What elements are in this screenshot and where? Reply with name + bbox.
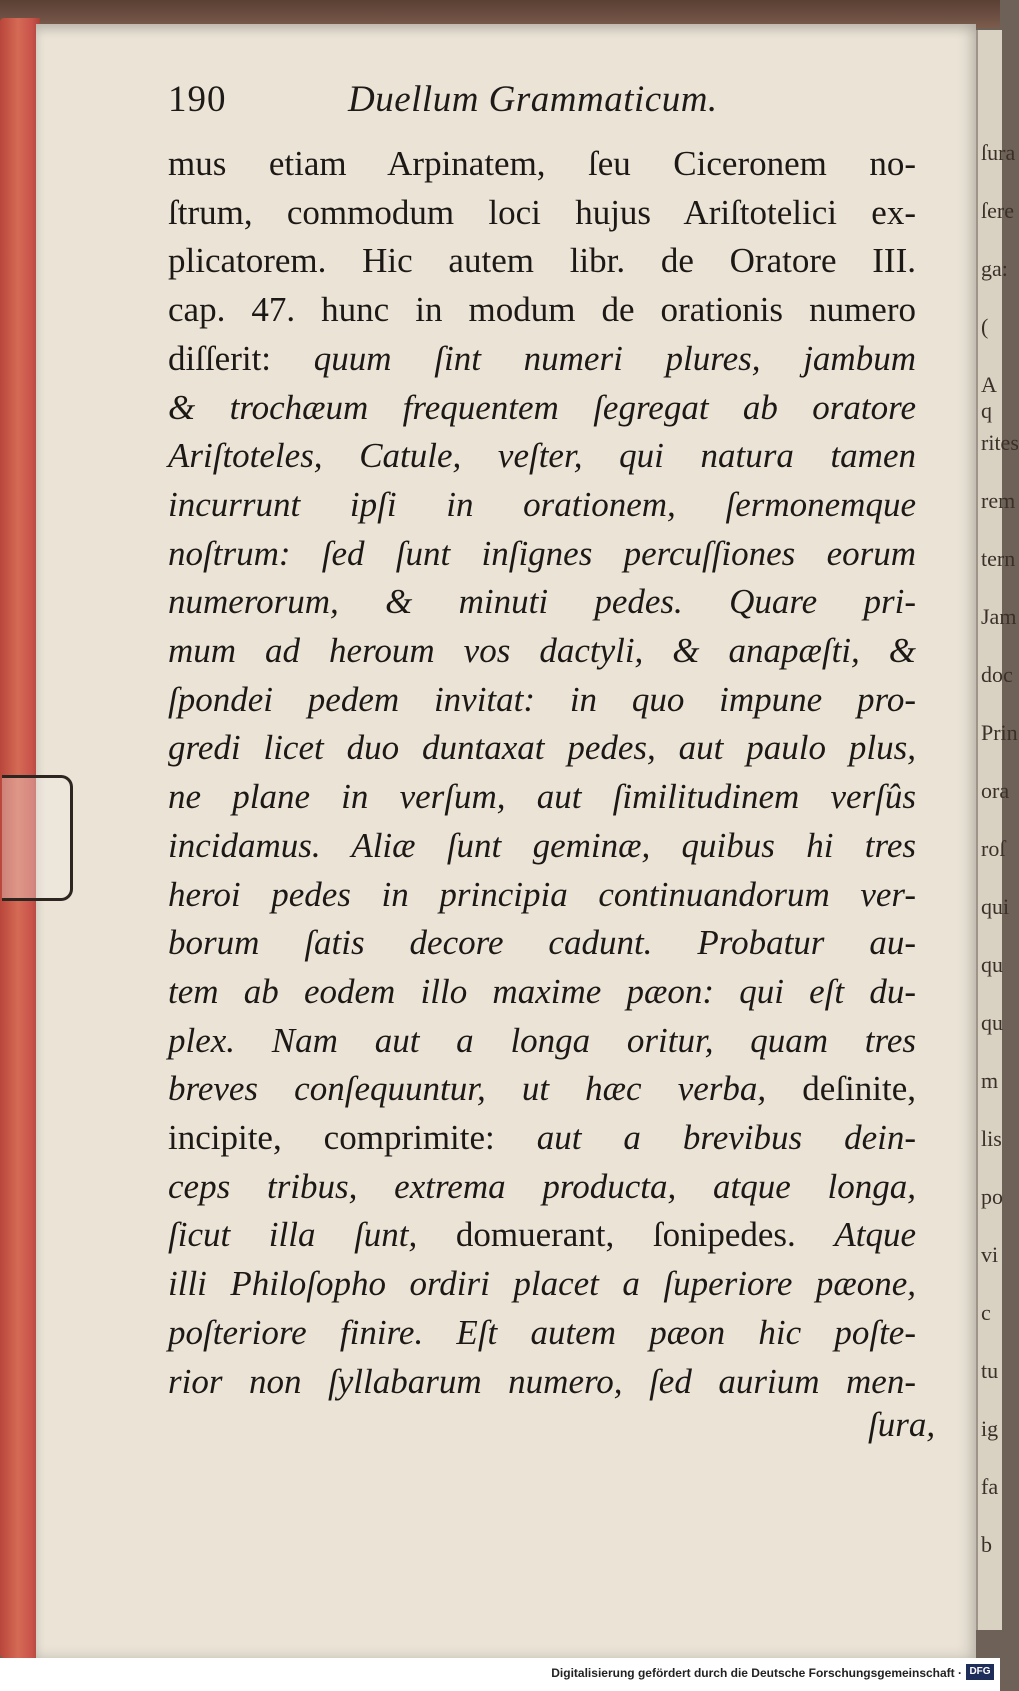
italic-text: ne plane in verſum, aut ſimilitudinem verſûs (168, 777, 916, 817)
margin-fragment: doc (981, 662, 1013, 687)
margin-fragment: qu (981, 952, 1003, 977)
margin-fragment: ga: (981, 256, 1008, 281)
roman-text: mus etiam Arpinatem, ſeu Ciceronem no- (168, 144, 916, 183)
margin-fragment: m (981, 1068, 999, 1093)
catchword: ſura, (868, 1405, 936, 1444)
text-line (168, 822, 916, 871)
text-line (168, 286, 916, 335)
margin-fragment: qu (981, 1010, 1003, 1035)
italic-text: ceps tribus, extrema producta, atque longa, (168, 1166, 916, 1206)
roman-text: incipite, comprimite: (168, 1118, 537, 1158)
roman-text: domuerant, ſonipedes. (455, 1215, 835, 1255)
margin-fragment: vi (981, 1242, 999, 1267)
text-line (168, 1065, 916, 1114)
italic-text: quum ſint numeri plures, jambum (313, 338, 916, 378)
text-line (168, 189, 916, 238)
margin-fragment: b (981, 1532, 992, 1557)
text-line (168, 919, 916, 968)
text-line (168, 384, 916, 433)
italic-text: numerorum, & minuti pedes. Quare pri- (168, 582, 916, 622)
italic-text: incidamus. Aliæ ſunt geminæ, quibus hi tres (168, 825, 916, 865)
text-line (168, 1260, 916, 1309)
margin-fragment: c (981, 1300, 991, 1325)
italic-text: noſtrum: ſed ſunt inſignes percuſſiones eorum (168, 533, 916, 573)
margin-fragment: ora (981, 778, 1010, 803)
text-line (168, 1017, 916, 1066)
margin-fragment: Jam (981, 604, 1017, 629)
margin-fragment: ( (981, 314, 989, 339)
margin-fragment: ſere (981, 198, 1014, 223)
margin-fragment: Prin (981, 720, 1018, 745)
text-line (168, 1211, 916, 1260)
text-line (168, 432, 916, 481)
text-line (168, 627, 916, 676)
page-clip (2, 775, 73, 901)
italic-text: heroi pedes in principia continuandorum ver- (168, 874, 916, 914)
text-line (168, 773, 916, 822)
running-title: Duellum Grammaticum. (348, 79, 718, 120)
text-line (168, 481, 916, 530)
margin-fragment: roſ (981, 836, 1006, 861)
text-line (168, 968, 916, 1017)
margin-fragment: A q (981, 372, 996, 423)
text-line (168, 578, 916, 627)
margin-fragment: fa (981, 1474, 999, 1499)
text-line (168, 1358, 916, 1407)
text-line (168, 530, 916, 579)
roman-text: ſtrum, commodum loci hujus Ariſtotelici ex- (168, 192, 916, 232)
roman-text: plicatorem. Hic autem libr. de Oratore III. (168, 241, 916, 281)
body-text (168, 140, 916, 1406)
margin-fragment: qui (981, 894, 1010, 919)
dfg-logo: DFG (966, 1664, 994, 1680)
text-line (168, 1114, 916, 1163)
text-line (168, 237, 916, 286)
italic-text: ſpondei pedem invitat: in quo impune pro- (168, 679, 916, 719)
italic-text: Atque (834, 1215, 916, 1255)
text-line (168, 140, 916, 189)
italic-text: ſicut illa ſunt, (168, 1215, 456, 1255)
text-line (168, 1163, 916, 1212)
text-line (168, 1309, 916, 1358)
margin-fragment: tern (981, 546, 1016, 571)
italic-text: & trochæum frequentem ſegregat ab oratore (168, 387, 916, 427)
margin-fragment: rem (981, 488, 1016, 513)
margin-fragment: po (981, 1184, 1003, 1209)
margin-fragment: tu (981, 1358, 999, 1383)
italic-text: mum ad heroum vos dactyli, & anapæſti, & (168, 631, 916, 671)
margin-fragment: ſura (981, 140, 1016, 165)
italic-text: Ariſtoteles, Catule, veſter, qui natura tamen (168, 436, 916, 476)
page-header (168, 78, 928, 128)
italic-text: rior non ſyllabarum numero, ſed aurium men- (168, 1361, 916, 1401)
roman-text: diſſerit: (168, 338, 314, 378)
footer-credit: Digitalisierung gefördert durch die Deutsche Forschungsgemeinschaft · (551, 1666, 962, 1680)
italic-text: borum ſatis decore cadunt. Probatur au- (168, 923, 916, 963)
page-number: 190 (168, 79, 227, 120)
italic-text: poſteriore finire. Eſt autem pæon hic poſte- (168, 1312, 916, 1352)
italic-text: aut a brevibus dein- (536, 1118, 916, 1158)
margin-fragment: rites (981, 430, 1019, 455)
italic-text: illi Philoſopho ordiri placet a ſuperiore pæone, (168, 1264, 916, 1304)
text-line (168, 335, 916, 384)
margin-fragment: ig (981, 1416, 999, 1441)
italic-text: incurrunt ipſi in orationem, ſermonemque (168, 484, 916, 524)
text-line (168, 871, 916, 920)
roman-text: deſinite, (802, 1069, 916, 1109)
margin-fragment: lis (981, 1126, 1002, 1151)
italic-text: tem ab eodem illo maxime pæon: qui eſt du- (168, 971, 916, 1011)
italic-text: gredi licet duo duntaxat pedes, aut paulo plus, (168, 728, 916, 768)
italic-text: breves conſequuntur, ut hæc verba, (168, 1069, 803, 1109)
text-line (168, 676, 916, 725)
next-page-margin (976, 30, 1019, 1630)
text-line (168, 724, 916, 773)
roman-text: cap. 47. hunc in modum de orationis numero (168, 290, 916, 330)
italic-text: plex. Nam aut a longa oritur, quam tres (168, 1020, 916, 1060)
footer (0, 1658, 1000, 1691)
